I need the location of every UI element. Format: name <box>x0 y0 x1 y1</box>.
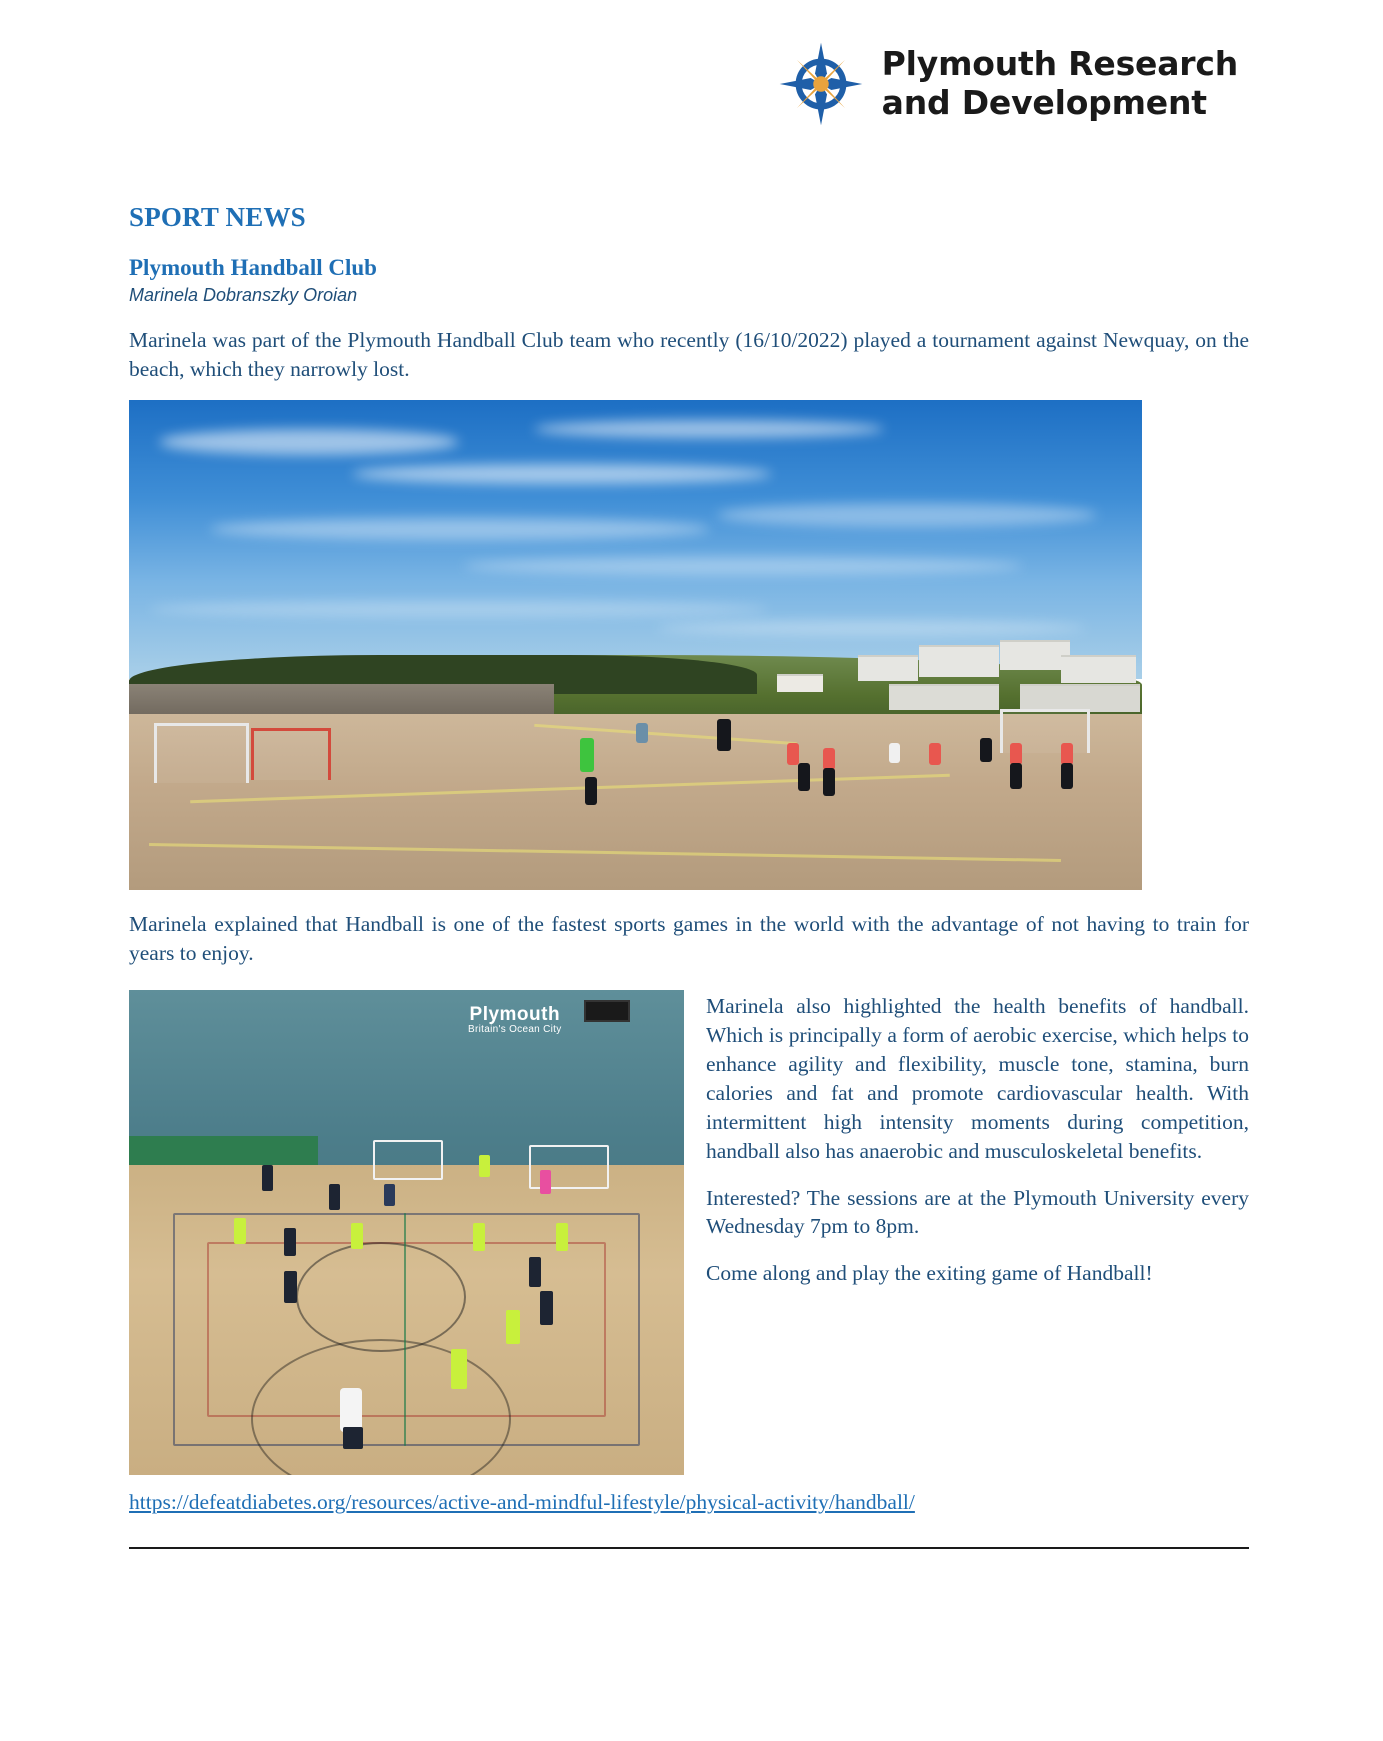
hall-goal <box>373 1140 443 1180</box>
photo-caption-paragraph: Marinela explained that Handball is one of the fastest sports games in the world with the advantage of not having to train for years to enjoy. <box>129 912 1249 966</box>
player <box>284 1271 297 1303</box>
beach-handball-photo <box>129 400 1142 890</box>
photo-building <box>919 645 999 677</box>
player <box>479 1155 490 1177</box>
player <box>473 1223 485 1251</box>
photo-building <box>889 684 999 710</box>
compass-rose-icon <box>778 41 864 127</box>
player <box>234 1218 246 1244</box>
hall-signage <box>440 1005 590 1035</box>
player <box>556 1223 568 1251</box>
goal-left-secondary <box>251 728 331 780</box>
player <box>585 777 597 805</box>
photo-building <box>777 674 823 692</box>
intro-paragraph: Marinela was part of the Plymouth Handball Club team who recently (16/10/2022) played a tournament against Newquay, on the beach, which they narrowly lost. <box>129 328 1249 382</box>
player <box>717 719 731 751</box>
photo-building <box>1000 640 1070 670</box>
player <box>1061 763 1073 789</box>
player <box>980 738 992 762</box>
cloud <box>352 464 772 484</box>
player <box>540 1170 551 1194</box>
player <box>351 1223 363 1249</box>
player <box>329 1184 340 1210</box>
photo-building <box>858 655 918 681</box>
player <box>384 1184 395 1206</box>
player <box>1010 763 1022 789</box>
player <box>284 1228 296 1256</box>
player <box>580 738 594 772</box>
court-centre-line <box>404 1213 406 1446</box>
cloud <box>534 420 884 438</box>
player <box>823 768 835 796</box>
player-foreground-shorts <box>343 1427 363 1449</box>
cloud <box>717 503 1097 527</box>
cloud <box>210 518 710 540</box>
player-foreground <box>340 1388 362 1432</box>
player <box>787 743 799 765</box>
player <box>889 743 900 763</box>
health-benefits-paragraph: Marinela also highlighted the health benefits of handball. Which is principally a form of aerobic exercise, which helps to enhance agility and flexibility, muscle tone, stamina, burn calories and fat and promote cardiovascular health. With intermittent high intensity moments during competition, handball also has anaerobic and musculoskeletal benefits. <box>706 994 1249 1163</box>
brand-name-line-1: Plymouth Research <box>881 44 1238 84</box>
handball-resource-link[interactable]: https://defeatdiabetes.org/resources/active-and-mindful-lifestyle/physical-activity/handball/ <box>129 1490 915 1515</box>
sessions-paragraph: Interested? The sessions are at the Plymouth University every Wednesday 7pm to 8pm. <box>706 1185 1249 1239</box>
footer-divider <box>129 1547 1249 1549</box>
cloud <box>463 557 1023 575</box>
player <box>1010 743 1022 765</box>
player <box>262 1165 273 1191</box>
player <box>451 1349 467 1389</box>
cloud <box>656 621 1086 635</box>
court-circle <box>296 1242 466 1352</box>
hall-sign-title: Plymouth <box>469 1003 561 1025</box>
call-to-action-paragraph: Come along and play the exiting game of Handball! <box>706 1261 1153 1286</box>
brand-logo <box>778 41 1238 127</box>
photo-building <box>1061 655 1136 683</box>
hall-sign-subtitle: Britain's Ocean City <box>468 1023 562 1035</box>
sports-hall-photo <box>129 990 684 1475</box>
page-header <box>0 0 1383 150</box>
image-text-columns <box>129 990 1249 1475</box>
player <box>929 743 941 765</box>
article-right-column <box>706 990 1249 1288</box>
cloud <box>149 601 769 617</box>
goal-left <box>154 723 249 783</box>
player <box>823 748 835 770</box>
player <box>529 1257 541 1287</box>
article-byline: Marinela Dobranszky Oroian <box>129 285 358 305</box>
player <box>506 1310 520 1344</box>
brand-name-line-2: and Development <box>881 83 1207 122</box>
player <box>1061 743 1073 765</box>
scoreboard <box>584 1000 630 1022</box>
article-body <box>0 202 1383 1549</box>
brand-name <box>882 45 1238 123</box>
article-headline: Plymouth Handball Club <box>129 255 377 280</box>
player <box>540 1291 553 1325</box>
player <box>636 723 648 743</box>
player <box>798 763 810 791</box>
section-title: SPORT NEWS <box>129 202 306 232</box>
